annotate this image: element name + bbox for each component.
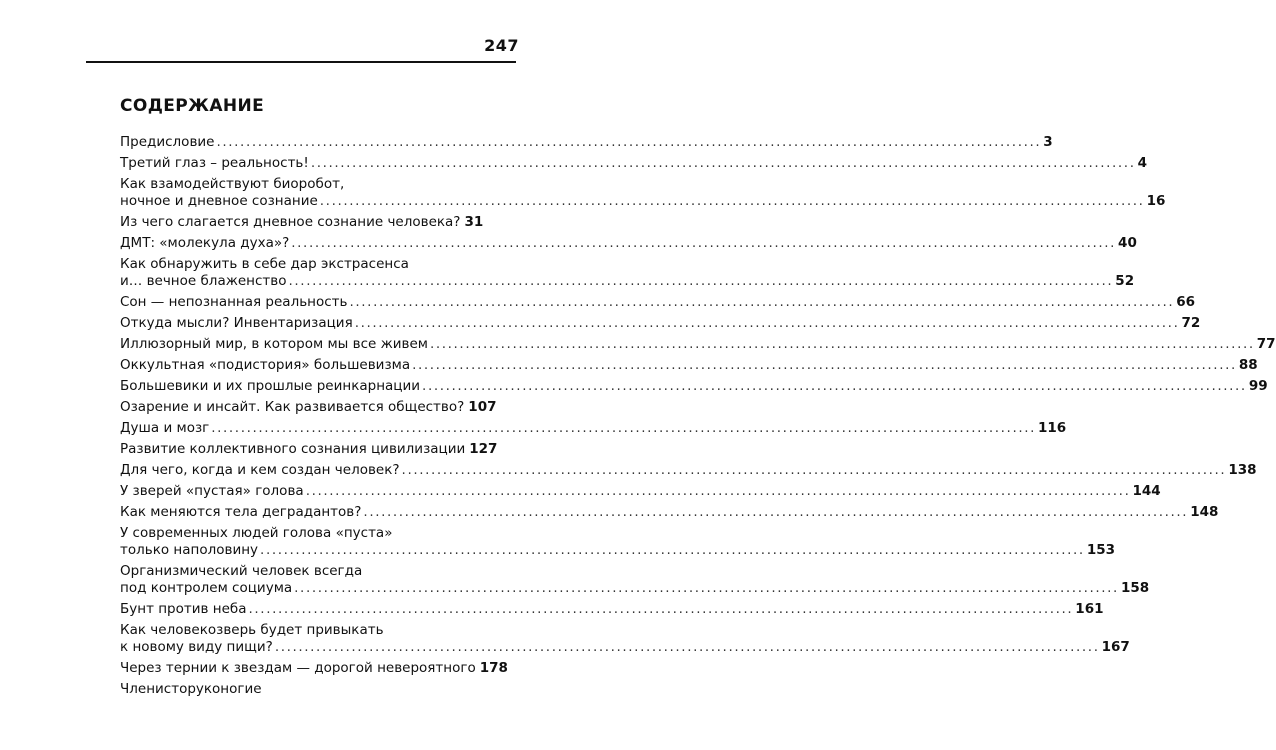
toc-entry-title: Членисторуконогие — [120, 681, 262, 697]
toc-entry-line — [120, 580, 1150, 597]
toc-entry[interactable] — [120, 601, 1104, 618]
toc-entry-line — [120, 155, 1147, 172]
toc-entry[interactable] — [120, 256, 1135, 290]
toc-entry-page: 167 — [1101, 639, 1130, 655]
toc-entry-page: 52 — [1115, 273, 1135, 289]
toc-entry-page: 31 — [464, 214, 484, 230]
toc-entry-line — [120, 273, 1135, 290]
toc-entry[interactable] — [120, 357, 1258, 374]
toc-entry-line — [120, 193, 1166, 210]
toc-dot-leader — [320, 193, 1145, 210]
toc-entry[interactable] — [120, 315, 1201, 332]
toc-entry-page: 158 — [1120, 580, 1150, 596]
toc-entry-title: Большевики и их прошлые реинкарнации — [120, 378, 421, 394]
toc-entry-line — [120, 357, 1258, 374]
toc-entry[interactable] — [120, 660, 508, 677]
toc-entry-line — [120, 214, 484, 231]
toc-entry[interactable] — [120, 462, 1257, 479]
toc-entry-line — [120, 601, 1104, 618]
toc-entry-page: 88 — [1238, 357, 1258, 373]
toc-entry-line — [120, 504, 1219, 521]
toc-dot-leader — [216, 134, 1041, 151]
toc-entry-title: Для чего, когда и кем создан человек? — [120, 462, 400, 478]
toc-entry-line — [120, 176, 476, 193]
toc-entry-title: ночное и дневное сознание — [120, 193, 318, 209]
toc-entry[interactable] — [120, 622, 1130, 656]
toc-dot-leader — [275, 639, 1100, 656]
toc-entry-title: под контролем социума — [120, 580, 293, 596]
toc-entry[interactable] — [120, 294, 1196, 311]
toc-entry-title: Из чего слагается дневное сознание человека? — [120, 214, 461, 230]
toc-dot-leader — [260, 542, 1085, 559]
toc-entry-line — [120, 622, 476, 639]
toc-entry-line — [120, 639, 1130, 656]
toc-entry-title: ДМТ: «молекула духа»? — [120, 235, 290, 251]
toc-entry-line — [120, 681, 476, 698]
toc-entry-line — [120, 294, 1196, 311]
toc-dot-leader — [430, 336, 1255, 353]
toc-dot-leader — [249, 601, 1074, 618]
toc-dot-leader — [350, 294, 1175, 311]
toc-entry-page: 72 — [1181, 315, 1201, 331]
toc-entry-line — [120, 483, 1161, 500]
toc-entry-line — [120, 542, 1116, 559]
toc-entry-title: Бунт против неба — [120, 601, 247, 617]
toc-entry[interactable] — [120, 420, 1067, 437]
toc-entry[interactable] — [120, 235, 1137, 252]
toc-dot-leader — [294, 580, 1119, 597]
toc-entry[interactable] — [120, 525, 1116, 559]
toc-entry[interactable] — [120, 155, 1147, 172]
toc-dot-leader — [363, 504, 1188, 521]
toc-entry-title: Третий глаз – реальность! — [120, 155, 309, 171]
toc-entry-page: 4 — [1137, 155, 1147, 171]
toc-dot-leader — [422, 378, 1247, 395]
toc-entry-title: Душа и мозг — [120, 420, 210, 436]
toc-entry-page: 161 — [1075, 601, 1104, 617]
toc-dot-leader — [402, 462, 1227, 479]
toc-entry[interactable] — [120, 681, 476, 698]
toc-entry-line — [120, 235, 1137, 252]
toc-entry-title: и… вечное блаженство — [120, 273, 287, 289]
toc-entry[interactable] — [120, 504, 1219, 521]
toc-entry-title: Организмический человек всегда — [120, 563, 363, 579]
toc-entry-line — [120, 134, 1053, 151]
toc-entry-line — [120, 462, 1257, 479]
toc-dot-leader — [289, 273, 1114, 290]
toc-dot-leader — [211, 420, 1036, 437]
toc-entry[interactable] — [120, 399, 497, 416]
toc-entry[interactable] — [120, 336, 1276, 353]
toc-entry-title: Предисловие — [120, 134, 215, 150]
toc-entry-title: Как меняются тела деградантов? — [120, 504, 362, 520]
toc-dot-leader — [306, 483, 1131, 500]
toc-entry[interactable] — [120, 134, 1053, 151]
toc-entry-title: Сон — непознанная реальность — [120, 294, 348, 310]
toc-entry-title: У современных людей голова «пуста» — [120, 525, 393, 541]
toc-entry-line — [120, 563, 476, 580]
toc-entry-line — [120, 660, 508, 677]
toc-entry-line — [120, 336, 1276, 353]
toc-entry-title: Развитие коллективного сознания цивилизации — [120, 441, 466, 457]
page-number: 247 — [484, 36, 519, 55]
toc-entry-title: Как человекозверь будет привыкать — [120, 622, 384, 638]
toc-entry-line — [120, 441, 498, 458]
toc-dot-leader — [311, 155, 1136, 172]
header-rule — [86, 61, 516, 63]
toc-entry-page: 153 — [1086, 542, 1116, 558]
toc-entry-title: Откуда мысли? Инвентаризация — [120, 315, 353, 331]
toc-entry-page: 107 — [468, 399, 497, 415]
toc-entry-page: 127 — [469, 441, 498, 457]
toc-entry-page: 144 — [1132, 483, 1161, 499]
toc-dot-leader — [412, 357, 1237, 374]
toc-entry-title: Как обнаружить в себе дар экстрасенса — [120, 256, 409, 272]
toc-entry-line — [120, 399, 497, 416]
toc-entry-title: Как взамодействуют биоробот, — [120, 176, 345, 192]
toc-entry-page: 16 — [1146, 193, 1166, 209]
toc-entry[interactable] — [120, 214, 484, 231]
toc-entry-line — [120, 315, 1201, 332]
toc-entry[interactable] — [120, 176, 1166, 210]
toc-entry[interactable] — [120, 441, 498, 458]
toc-entry-line — [120, 525, 476, 542]
toc-entry-page: 66 — [1176, 294, 1196, 310]
toc-entry-title: Иллюзорный мир, в котором мы все живем — [120, 336, 428, 352]
toc-entry-title: к новому виду пищи? — [120, 639, 273, 655]
toc-entry-page: 99 — [1248, 378, 1268, 394]
toc-entry-title: только наполовину — [120, 542, 259, 558]
toc-entry-title: Через тернии к звездам — дорогой невероятного — [120, 660, 476, 676]
toc-entry[interactable] — [120, 378, 1268, 395]
toc-entry-line — [120, 420, 1067, 437]
toc-entry-page: 40 — [1118, 235, 1137, 251]
toc-entry-page: 116 — [1038, 420, 1067, 436]
toc-dot-leader — [355, 315, 1180, 332]
toc-entry-line — [120, 378, 1268, 395]
toc-entry-title: У зверей «пустая» голова — [120, 483, 304, 499]
toc-entry-page: 138 — [1228, 462, 1257, 478]
table-of-contents — [120, 134, 1276, 702]
toc-entry-page: 3 — [1043, 134, 1053, 150]
toc-entry-title: Озарение и инсайт. Как развивается общество? — [120, 399, 465, 415]
toc-entry-title: Оккультная «подистория» большевизма — [120, 357, 411, 373]
toc-entry-page: 178 — [479, 660, 508, 676]
toc-entry[interactable] — [120, 563, 1150, 597]
toc-dot-leader — [291, 235, 1116, 252]
toc-entry-line — [120, 256, 476, 273]
toc-entry-page: 148 — [1190, 504, 1219, 520]
toc-entry[interactable] — [120, 483, 1161, 500]
toc-entry-page: 77 — [1256, 336, 1276, 352]
toc-title: СОДЕРЖАНИЕ — [120, 96, 265, 116]
